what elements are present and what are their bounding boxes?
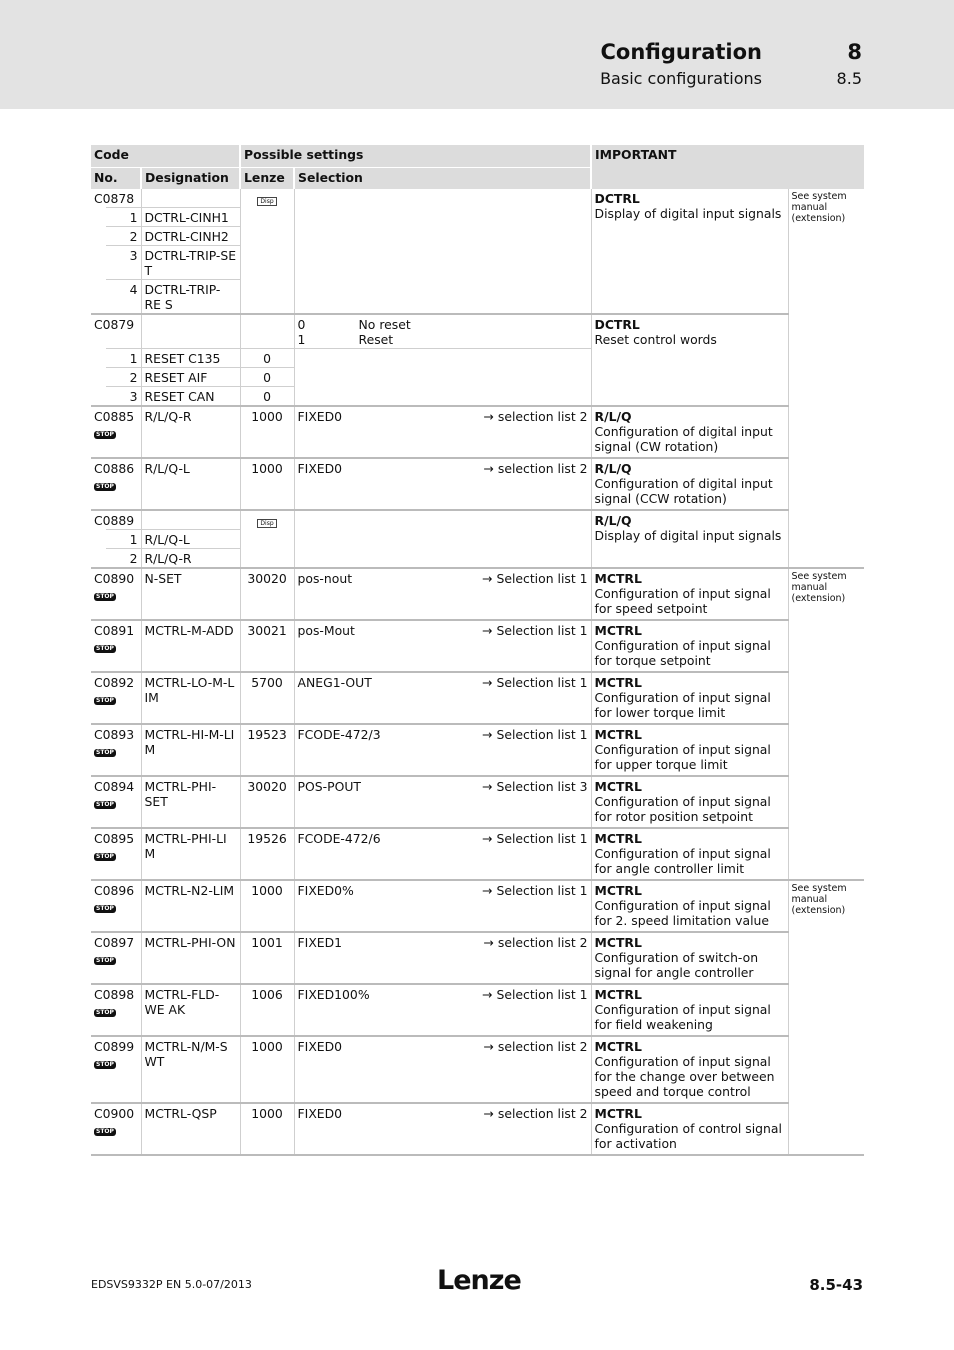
selection-list-ref: → Selection list 1 xyxy=(482,831,588,846)
lenze-value: 0 xyxy=(240,349,294,368)
selection-cell: FIXED1 → selection list 2 xyxy=(294,932,591,984)
sub-designation: DCTRL-CINH1 xyxy=(141,208,240,227)
sub-no: 2 xyxy=(106,368,141,387)
important-cell: MCTRL Configuration of input signal for rotor position setpoint xyxy=(591,776,788,828)
important-cell: MCTRL Configuration of control signal for activation xyxy=(591,1103,788,1155)
designation-cell: MCTRL-HI-M-LI M xyxy=(141,724,240,776)
sub-no: 1 xyxy=(106,208,141,227)
page-number: 8.5-43 xyxy=(809,1276,863,1294)
sub-no: 4 xyxy=(106,280,141,315)
col-important-header: IMPORTANT xyxy=(591,145,864,189)
section-title: Basic configurations xyxy=(600,69,762,88)
sub-designation: RESET CAN xyxy=(141,387,240,407)
stop-badge: STOP xyxy=(96,697,114,704)
selection-cell: FIXED0% → Selection list 1 xyxy=(294,880,591,932)
sub-designation: DCTRL-CINH2 xyxy=(141,227,240,246)
important-cell: R/L/Q Configuration of digital input signal (CCW rotation) xyxy=(591,458,788,510)
important-cell: MCTRL Configuration of switch-on signal for angle controller xyxy=(591,932,788,984)
disp-badge: Disp xyxy=(257,197,276,206)
document-id: EDSVS9332P EN 5.0-07/2013 xyxy=(91,1278,252,1291)
code-cell: C0878 xyxy=(94,191,135,206)
important-cell: MCTRL Configuration of input signal for torque setpoint xyxy=(591,620,788,672)
sub-no: 2 xyxy=(106,227,141,246)
designation-cell: N-SET xyxy=(141,568,240,620)
code-cell: C0899 STOP xyxy=(91,1036,141,1103)
sub-no: 2 xyxy=(106,549,141,569)
option-value: 1 xyxy=(297,332,306,347)
code-cell: C0896 STOP xyxy=(91,880,141,932)
stop-badge: STOP xyxy=(96,749,114,756)
selection-list-ref: → Selection list 1 xyxy=(482,987,588,1002)
lenze-value: 1000 xyxy=(240,1103,294,1155)
system-manual-note: See system manual (extension) xyxy=(788,880,864,1155)
table-row xyxy=(91,189,864,208)
important-cell xyxy=(591,189,788,314)
table-row xyxy=(91,828,864,880)
designation-cell: MCTRL-N2-LIM xyxy=(141,880,240,932)
code-cell: C0897 STOP xyxy=(91,932,141,984)
selection-list-ref: → selection list 2 xyxy=(483,409,588,424)
stop-badge: STOP xyxy=(96,853,114,860)
sub-no: 1 xyxy=(106,349,141,368)
designation-cell: MCTRL-LO-M-L IM xyxy=(141,672,240,724)
stop-badge: STOP xyxy=(96,645,114,652)
header-row-1 xyxy=(91,145,864,168)
selection-options xyxy=(294,314,591,349)
lenze-value: 19523 xyxy=(240,724,294,776)
col-lenze-header: Lenze xyxy=(240,168,294,190)
table-row xyxy=(91,880,864,932)
stop-badge: STOP xyxy=(96,593,114,600)
important-cell: MCTRL Configuration of input signal for 2. speed limitation value xyxy=(591,880,788,932)
selection-list-ref: → Selection list 1 xyxy=(482,727,588,742)
selection-list-ref: → Selection list 3 xyxy=(482,779,588,794)
selection-cell: pos-Mout → Selection list 1 xyxy=(294,620,591,672)
table-row xyxy=(91,1036,864,1103)
code-cell: C0891 STOP xyxy=(91,620,141,672)
table-row xyxy=(91,620,864,672)
selection-list-ref: → Selection list 1 xyxy=(482,883,588,898)
selection-cell: FIXED0 → selection list 2 xyxy=(294,458,591,510)
selection-cell: FIXED100% → Selection list 1 xyxy=(294,984,591,1036)
lenze-value: 1000 xyxy=(240,880,294,932)
designation-cell: MCTRL-FLD-WE AK xyxy=(141,984,240,1036)
selection-cell: FCODE-472/6 → Selection list 1 xyxy=(294,828,591,880)
designation-cell: MCTRL-M-ADD xyxy=(141,620,240,672)
designation-cell: MCTRL-QSP xyxy=(141,1103,240,1155)
code-cell: C0886 STOP xyxy=(91,458,141,510)
sub-designation: DCTRL-TRIP-RE S xyxy=(141,280,240,315)
lenze-value: 5700 xyxy=(240,672,294,724)
table-row xyxy=(91,314,864,349)
sub-designation: DCTRL-TRIP-SE T xyxy=(141,246,240,280)
important-cell: MCTRL Configuration of input signal for speed setpoint xyxy=(591,568,788,620)
code-cell: C0893 STOP xyxy=(91,724,141,776)
selection-cell: FCODE-472/3 → Selection list 1 xyxy=(294,724,591,776)
table-row xyxy=(91,672,864,724)
table-row xyxy=(91,984,864,1036)
option-text: Reset xyxy=(358,332,394,347)
stop-badge: STOP xyxy=(96,801,114,808)
sub-no: 3 xyxy=(106,387,141,407)
important-cell: MCTRL Configuration of input signal for field weakening xyxy=(591,984,788,1036)
selection-list-ref: → Selection list 1 xyxy=(482,571,588,586)
lenze-value: 0 xyxy=(240,387,294,407)
col-possible-settings-header: Possible settings xyxy=(240,145,591,168)
lenze-value: 1000 xyxy=(240,458,294,510)
stop-badge: STOP xyxy=(96,483,114,490)
selection-cell: FIXED0 → selection list 2 xyxy=(294,1103,591,1155)
stop-badge: STOP xyxy=(96,957,114,964)
col-designation-header: Designation xyxy=(141,168,240,190)
selection-cell: FIXED0 → selection list 2 xyxy=(294,1036,591,1103)
selection-list-ref: → Selection list 1 xyxy=(482,675,588,690)
designation-cell: MCTRL-PHI-ON xyxy=(141,932,240,984)
designation-cell: R/L/Q-R xyxy=(141,406,240,458)
lenze-value: 1000 xyxy=(240,406,294,458)
selection-cell: pos-nout → Selection list 1 xyxy=(294,568,591,620)
chapter-number: 8 xyxy=(847,40,862,64)
important-cell: MCTRL Configuration of input signal for lower torque limit xyxy=(591,672,788,724)
description-text: Reset control words xyxy=(594,332,717,347)
lenze-value: 1001 xyxy=(240,932,294,984)
lenze-value: 30020 xyxy=(240,568,294,620)
selection-list-ref: → selection list 2 xyxy=(483,461,588,476)
system-manual-note: See system manual (extension) xyxy=(788,568,864,880)
table-row xyxy=(91,776,864,828)
lenze-value: 19526 xyxy=(240,828,294,880)
code-cell: C0895 STOP xyxy=(91,828,141,880)
selection-cell: FIXED0 → selection list 2 xyxy=(294,406,591,458)
selection-list-ref: → selection list 2 xyxy=(483,935,588,950)
sub-designation: R/L/Q-L xyxy=(141,530,240,549)
sub-designation: RESET C135 xyxy=(141,349,240,368)
sub-no: 3 xyxy=(106,246,141,280)
system-manual-note: See system manual (extension) xyxy=(788,189,864,568)
stop-badge: STOP xyxy=(96,431,114,438)
important-cell: R/L/Q Display of digital input signals xyxy=(591,510,788,568)
lenze-value: 30021 xyxy=(240,620,294,672)
code-cell: C0894 STOP xyxy=(91,776,141,828)
important-cell: MCTRL Configuration of input signal for the change over between speed and torque control xyxy=(591,1036,788,1103)
important-cell: MCTRL Configuration of input signal for angle controller limit xyxy=(591,828,788,880)
description-text: Display of digital input signals xyxy=(594,206,782,221)
lenze-value: 1006 xyxy=(240,984,294,1036)
code-cell: C0879 xyxy=(91,314,141,349)
table-row xyxy=(91,406,864,458)
disp-badge: Disp xyxy=(257,519,276,528)
code-cell: C0898 STOP xyxy=(91,984,141,1036)
table-row xyxy=(91,568,864,620)
option-value: 0 xyxy=(297,317,306,332)
stop-badge: STOP xyxy=(96,1128,114,1135)
page-header xyxy=(0,0,954,109)
stop-badge: STOP xyxy=(96,1009,114,1016)
col-code-header: Code xyxy=(91,145,240,168)
lenze-value: 0 xyxy=(240,368,294,387)
code-cell: C0890 STOP xyxy=(91,568,141,620)
code-cell: C0900 STOP xyxy=(91,1103,141,1155)
selection-list-ref: → Selection list 1 xyxy=(482,623,588,638)
selection-cell: ANEG1-OUT → Selection list 1 xyxy=(294,672,591,724)
selection-cell: POS-POUT → Selection list 3 xyxy=(294,776,591,828)
sub-no: 1 xyxy=(106,530,141,549)
function-block-label: DCTRL xyxy=(594,191,640,206)
col-no-header: No. xyxy=(91,168,141,190)
function-block-label: DCTRL xyxy=(594,317,640,332)
selection-list-ref: → selection list 2 xyxy=(483,1106,588,1121)
table-row xyxy=(91,458,864,510)
table-row xyxy=(91,1103,864,1155)
important-cell: MCTRL Configuration of input signal for upper torque limit xyxy=(591,724,788,776)
chapter-title: Configuration xyxy=(600,40,762,64)
col-selection-header: Selection xyxy=(294,168,591,190)
lenze-value: 1000 xyxy=(240,1036,294,1103)
designation-cell: MCTRL-PHI-LI M xyxy=(141,828,240,880)
sub-designation: R/L/Q-R xyxy=(141,549,240,569)
stop-badge: STOP xyxy=(96,1061,114,1068)
designation-cell: MCTRL-PHI-SET xyxy=(141,776,240,828)
lenze-value: 30020 xyxy=(240,776,294,828)
important-cell xyxy=(591,314,788,406)
section-number: 8.5 xyxy=(836,69,862,88)
important-cell: R/L/Q Configuration of digital input signal (CW rotation) xyxy=(591,406,788,458)
designation-cell: MCTRL-N/M-S WT xyxy=(141,1036,240,1103)
lenze-logo: Lenze xyxy=(437,1265,521,1296)
table-row xyxy=(91,724,864,776)
table-row xyxy=(91,510,864,530)
code-cell: C0885 STOP xyxy=(91,406,141,458)
stop-badge: STOP xyxy=(96,905,114,912)
code-table xyxy=(91,145,864,1156)
option-text: No reset xyxy=(358,317,411,332)
sub-designation: RESET AIF xyxy=(141,368,240,387)
table-row xyxy=(91,932,864,984)
code-cell: C0889 xyxy=(91,510,141,530)
code-cell: C0892 STOP xyxy=(91,672,141,724)
selection-list-ref: → selection list 2 xyxy=(483,1039,588,1054)
designation-cell: R/L/Q-L xyxy=(141,458,240,510)
